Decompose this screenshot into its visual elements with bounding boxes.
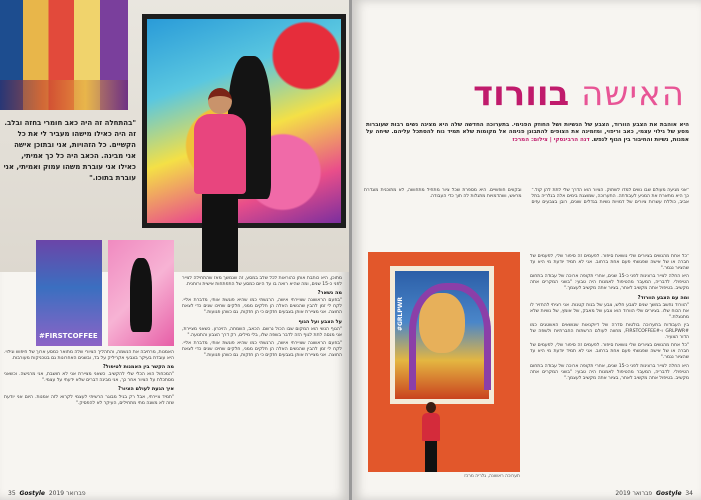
artist-head <box>426 402 436 413</box>
subheading: על הצבע ועל הגוף <box>298 318 342 325</box>
artist-black-pants <box>202 194 238 272</box>
paragraph: היא החלה לצייר ברצינות לפני כ-15 שנים, אחרי תקופה ארוכה של עבודה בתחום הטיפולי. לדבריה, המעבר מהטיפול לאמנות היה טבעי: "בשני המקרים אתה מקשיב. בטיפול אתה מקשיב לאחר, בציור אתה מקשיב לעצמך." <box>530 363 689 381</box>
article-column-left-1 <box>182 276 342 481</box>
artist-black-pants <box>425 441 437 472</box>
headline-word-light: האישה <box>581 74 685 114</box>
article-lead <box>366 122 689 168</box>
magazine-logo: Go <box>19 490 29 497</box>
thumbnail-hashtag: #FIRSTCOFFEE <box>39 332 98 340</box>
paragraph: מתוכן, היא כותבת אותן כהוראות לכל שלב במסע, זה שנמשך מאז שהתחילה לצייר לפני כ-15 שנים, ומה שהיא רואה בו עד היום כמסע של התפתחות אישית ורוחנית. <box>182 276 342 288</box>
article-column-right-main <box>530 254 689 476</box>
article-column-right-top <box>364 188 689 248</box>
subheading: מה הקשר בין האמנות לטיפול? <box>102 364 174 371</box>
left-page <box>0 0 349 500</box>
subheading: איך הגעת לעולם הציור? <box>117 386 174 393</box>
paragraph: היא החלה לצייר ברצינות לפני כ-15 שנים, אחרי תקופה ארוכה של עבודה בתחום הטיפולי. לדבריה, המעבר מהטיפול לאמנות היה טבעי: "בשני המקרים אתה מקשיב. בטיפול אתה מקשיב לאחר, בציור אתה מקשיב לעצמך." <box>530 274 689 292</box>
exhibition-photo <box>368 252 520 472</box>
painting-hashtag: #GRLPWR <box>397 297 404 332</box>
issue-date: פברואר 2019 <box>48 490 86 497</box>
painting-thumbnail-silhouette <box>108 240 174 346</box>
artist-figure-small <box>420 402 442 472</box>
grlpwr-painting-canvas <box>395 271 489 399</box>
subheading: ומה עם הצבע הוורוד? <box>637 294 689 301</box>
byline: דנה הרבינסקי | צילום: המרכז <box>512 136 590 143</box>
artist-pink-shirt <box>194 114 246 194</box>
article-headline <box>425 72 685 116</box>
page-folio-right <box>615 490 693 497</box>
article-column-left-2 <box>4 350 174 481</box>
paragraph: "בפעם הראשונה שציירתי אישה, הרגשתי כמו שהיא פוגשת אותי, מדברת אליי. לקח לי זמן להבין שהנשים האלה הן חלקים ממני, חלקים שחיכו שנים כדי לצאת החוצה. אני מציירת אותן בצבעים חזקים כי הן חזקות, גם כשהן פגועות." <box>182 340 342 359</box>
page-number: 34 <box>685 490 693 497</box>
wall-mural-image <box>0 0 128 110</box>
page-folio-left <box>8 490 86 497</box>
photo-caption: תערוכה ראשונה, גלריה מרכז <box>464 474 520 479</box>
artist-figure <box>186 88 254 272</box>
paragraph: בין העבודות בתערוכה בולטות סדרה של דיוקנאות שנושאים האשטגים כמו #GRLPWR ו-#FIRSTCOFFEE, מחווה לעולם הרשתות החברתיות ולשפה של הדור הצעיר. <box>530 322 689 341</box>
paragraph: "הוורוד נחשב במשך שנים לצבע חלש, צבע של בנות קטנות. אני רציתי להחזיר לו את הכוח שלו. בציורים שלי הוורוד הוא צבע של מאבק, של אומץ, של נשיות שלא מתנצלת." <box>530 302 689 320</box>
magazine-logo-suffix: style <box>665 490 682 497</box>
pull-quote: "בהתחלה זה היה כאב חומרי בחזה ובלב. זה היה כאילו מישהו מעביר לי את כל הקשיים. כל הזהויות, אני ובתוכן אישה אני מבינה. הכאב היה כל כך אמיתי, כאילו אני עוברת משהו עמוק ואמיתי, אני עוברת בתוכו." <box>3 119 136 182</box>
paragraph: "אני מגיעה מעולם שבו נשים למדו לשתוק. הציור הוא הדרך שלי לתת להן קול." כך היא מתארת את המניע לעבודתה. התערוכה, שמוצגת בימים אלה בגלריה בתל אביב, כוללת עשרות ציורים של דמויות נשיות בגדלים שונים, רובן בצבעים עזים ובקווים חופשיים. היא מספרת שכל ציור מתחיל מתחושה, לא מתוכנית מוגדרת מראש, ושהדמויות מתגלות לה תוך כדי העבודה. <box>364 188 689 206</box>
paragraph: "כל אחת מהנשים בציורים שלי נושאת סיפור. לפעמים זה סיפור שלי, לפעמים של חברה או של אישה שפגשתי פעם אחת ברחוב. אני לא תמיד יודעת מי היא עד שהציור נגמר." <box>530 254 689 272</box>
paragraph: "כל אחת מהנשים בציורים שלי נושאת סיפור. לפעמים זה סיפור שלי, לפעמים של חברה או של אישה שפגשתי פעם אחת ברחוב. אני לא תמיד יודעת מי היא עד שהציור נגמר." <box>530 343 689 361</box>
paragraph: "בפעם הראשונה שציירתי אישה, הרגשתי כמו שהיא פוגשת אותי, מדברת אליי. לקח לי זמן להבין שהנשים האלה הן חלקים ממני, חלקים שחיכו שנים כדי לצאת החוצה. אני מציירת אותן בצבעים חזקים כי הן חזקות, גם כשהן פגועות." <box>182 298 342 316</box>
magazine-logo-suffix: style <box>28 490 45 497</box>
issue-date: פברואר 2019 <box>615 490 653 497</box>
headline-word-bold: בוורוד <box>473 74 570 114</box>
paragraph: "תמיד ציירתי, אבל רק בגיל מבוגר הרשיתי לעצמי לקרוא לזה אמנות. היום אני יודעת שזה לא משנה מתי מתחילים, העיקר לא להפסיק." <box>4 394 174 406</box>
subheading: מה נשאר? <box>317 290 342 297</box>
paragraph: האמנות, מרחיבה את הנשמה, והתהליך הציורי שלה מתואר כמסע ארוך של חיפוש וגילוי. היא עובדת בעיקר בצבעי אקריליק על בד, ובשנים האחרונות גם בטכניקות מעורבות. <box>4 350 174 362</box>
right-page <box>352 0 701 500</box>
paragraph: "הגוף הנשי הוא המקום שבו הכול נרשם. הכאב, השמחה, הזיכרון. כשאני מציירת, אני מנסה לתת לגוף הזה לדבר בשפה שלו, בלי מילים, רק דרך הצבע והתנועה." <box>182 326 342 338</box>
lead-text: היא אוהבת את הצבע הוורוד, הצבע של הנשיות ושל החוזק הפנימי. בתערוכה החדשה שלה היא מציגה נשים רבות שעוברות מסע של גילוי עצמי, כאב וריפוי, ומזמינה את הצופים להתבונן פנימה אל מקומות שלא תמיד נוח להסתכל עליהם. שיחה על אמנות, נשיות והחיבור בין הגוף לנפש. <box>366 122 689 143</box>
artist-red-shirt <box>422 413 440 441</box>
magazine-logo: Go <box>656 490 666 497</box>
painting-thumbnail-firstcoffee <box>36 240 102 346</box>
paragraph: "המכחול הוא הכלי שלי להקשיב. כשאני מציירת אני לא חושבת, אני מרגישה. וכשאני מסתכלת על הציור אחר כך, אני מבינה דברים שלא ידעתי על עצמי." <box>4 372 174 384</box>
artist-head <box>208 88 232 114</box>
grlpwr-painting-image <box>390 266 494 404</box>
page-number: 35 <box>8 490 16 497</box>
